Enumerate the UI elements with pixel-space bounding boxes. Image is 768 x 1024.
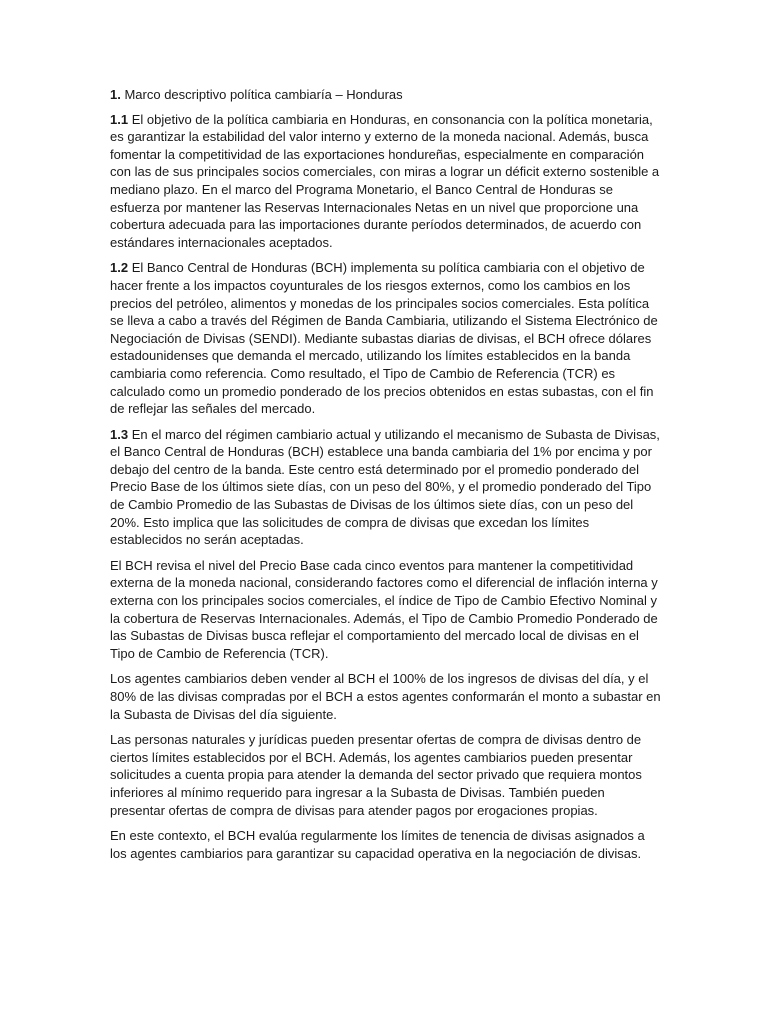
- paragraph-text: En el marco del régimen cambiario actual y utilizando el mecanismo de Subasta de Divisas, el Banco Central de Honduras (BCH) establece una banda cambiaria del 1% por encima y por debajo del centro de la banda. Este centro está determinado por el promedio ponderado del Precio Base de los últimos siete días, con un peso del 80%, y el promedio ponderado del Tipo de Cambio Promedio de las Subastas de Divisas de los últimos siete días, con un peso del 20%. Esto implica que las solicitudes de compra de divisas que excedan los límites establecidos no serán aceptadas.: [110, 426, 660, 548]
- paragraph-1-1: [110, 111, 662, 252]
- paragraph-text: El Banco Central de Honduras (BCH) implementa su política cambiaria con el objetivo de hacer frente a los impactos coyunturales de los riesgos externos, como los cambios en los precios del petróleo, alimentos y monedas de los principales socios comerciales. Esta política se lleva a cabo a través del Régimen de Banda Cambiaria, utilizando el Sistema Electrónico de Negociación de Divisas (SENDI). Mediante subastas diarias de divisas, el BCH ofrece dólares estadounidenses que demanda el mercado, utilizando los límites establecidos en la banda cambiaria como referencia. Como resultado, el Tipo de Cambio de Referencia (TCR) es calculado como un promedio ponderado de los precios obtenidos en estas subastas, con el fin de reflejar las señales del mercado.: [110, 260, 658, 417]
- paragraph-agentes-cambiarios: Los agentes cambiarios deben vender al BCH el 100% de los ingresos de divisas del día, y el 80% de las divisas compradas por el BCH a estos agentes conformarán el monto a subastar en la Subasta de Divisas del día siguiente.: [110, 671, 661, 722]
- paragraph-personas-naturales: Las personas naturales y jurídicas pueden presentar ofertas de compra de divisas dentro de ciertos límites establecidos por el BCH. Además, los agentes cambiarios pueden presentar solicitudes a cuenta propia para atender la demanda del sector privado que requiera montos inferiores al mínimo requerido para ingresar a la Subasta de Divisas. También pueden presentar ofertas de compra de divisas para atender pagos por erogaciones propias.: [110, 732, 642, 818]
- heading-text: Marco descriptivo política cambiaría – Honduras: [124, 87, 403, 102]
- section-heading: [110, 86, 662, 104]
- paragraph-number: 1.2: [110, 260, 129, 276]
- paragraph-text: El objetivo de la política cambiaria en Honduras, en consonancia con la política monetaria, es garantizar la estabilidad del valor interno y externo de la moneda nacional. Además, busca fomentar la competitividad de las exportaciones hondureñas, especialmente en comparación con las de sus principales socios comerciales, con miras a lograr un déficit externo sostenible a mediano plazo. En el marco del Programa Monetario, el Banco Central de Honduras se esfuerza por mantener las Reservas Internacionales Netas en un nivel que proporcione una cobertura adecuada para las importaciones durante períodos determinados, de acuerdo con estándares internacionales aceptados.: [110, 111, 660, 250]
- paragraph-contexto: En este contexto, el BCH evalúa regularmente los límites de tenencia de divisas asignados a los agentes cambiarios para garantizar su capacidad operativa en la negociación de divisas.: [110, 828, 645, 861]
- paragraph-number: 1.1: [110, 111, 129, 127]
- heading-number: 1.: [110, 87, 121, 102]
- paragraph-1-2: [110, 259, 662, 417]
- paragraph-precio-base: El BCH revisa el nivel del Precio Base cada cinco eventos para mantener la competitividad externa de la moneda nacional, considerando factores como el diferencial de inflación interna y externa con los principales socios comerciales, el índice de Tipo de Cambio Efectivo Nominal y la cobertura de Reservas Internacionales. Además, el Tipo de Cambio Promedio Ponderado de las Subastas de Divisas busca reflejar el comportamiento del mercado local de divisas en el Tipo de Cambio de Referencia (TCR).: [110, 557, 658, 661]
- paragraph-1-3: [110, 426, 662, 549]
- document-page: [110, 86, 662, 870]
- paragraph-number: 1.3: [110, 426, 129, 442]
